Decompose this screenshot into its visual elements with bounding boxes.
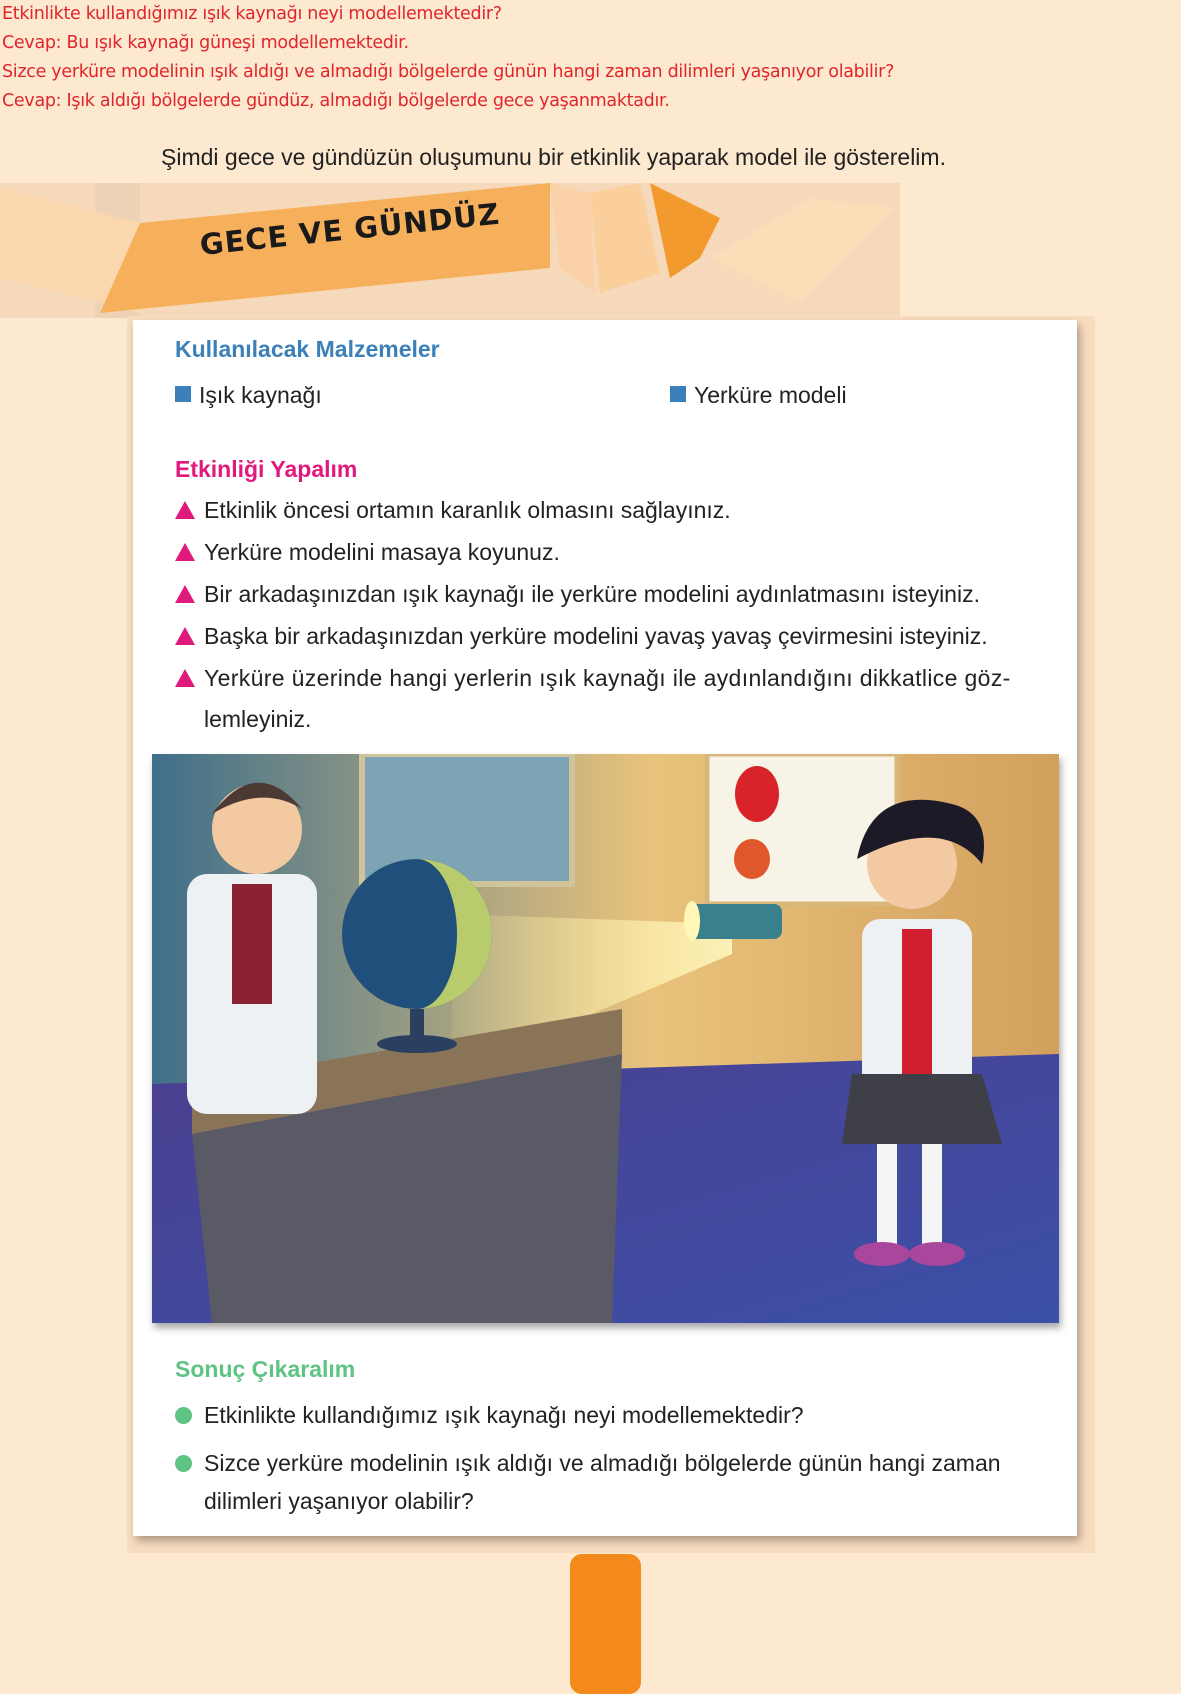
square-bullet-icon	[670, 386, 686, 402]
conclusion-question: Sizce yerküre modelinin ışık aldığı ve almadığı bölgelerde günün hangi zaman	[204, 1450, 1001, 1476]
materials-heading: Kullanılacak Malzemeler	[175, 336, 440, 362]
answer-line: Cevap: Bu ışık kaynağı güneşi modellemektedir.	[2, 33, 409, 53]
classroom-illustration	[152, 754, 1059, 1323]
triangle-bullet-icon	[175, 543, 195, 561]
material-label: Yerküre modeli	[694, 382, 847, 408]
flashlight-icon	[687, 904, 782, 939]
triangle-bullet-icon	[175, 585, 195, 603]
circle-bullet-icon	[175, 1407, 192, 1424]
triangle-bullet-icon	[175, 627, 195, 645]
activity-step: Bir arkadaşınızdan ışık kaynağı ile yerküre modelini aydınlatmasını isteyiniz.	[204, 581, 980, 607]
heart-poster-icon	[735, 766, 779, 822]
answer-line: Etkinlikte kullandığımız ışık kaynağı neyi modellemektedir?	[2, 4, 502, 24]
intro-text: Şimdi gece ve gündüzün oluşumunu bir etkinlik yaparak model ile gösterelim.	[161, 144, 946, 170]
activity-step: Başka bir arkadaşınızdan yerküre modelini yavaş yavaş çevirmesini isteyiniz.	[204, 623, 988, 649]
answer-line: Cevap: Işık aldığı bölgelerde gündüz, almadığı bölgelerde gece yaşanmaktadır.	[2, 91, 670, 111]
activity-heading: Etkinliği Yapalım	[175, 456, 358, 482]
conclusion-heading: Sonuç Çıkaralım	[175, 1356, 356, 1382]
activity-step: Yerküre modelini masaya koyunuz.	[204, 539, 560, 565]
material-item	[175, 382, 322, 409]
conclusion-question: Etkinlikte kullandığımız ışık kaynağı neyi modellemektedir?	[204, 1402, 804, 1428]
banner-title: GECE VE GÜNDÜZ	[198, 196, 502, 262]
triangle-bullet-icon	[175, 669, 195, 687]
conclusion-question: dilimleri yaşanıyor olabilir?	[204, 1488, 474, 1514]
square-bullet-icon	[175, 386, 191, 402]
material-item	[670, 382, 847, 409]
material-label: Işık kaynağı	[199, 382, 322, 408]
activity-step: lemleyiniz.	[204, 706, 312, 732]
activity-card	[133, 320, 1077, 1536]
activity-step: Yerküre üzerinde hangi yerlerin ışık kaynağı ile aydınlandığını dikkatlice göz-	[204, 665, 1011, 691]
circle-bullet-icon	[175, 1455, 192, 1472]
triangle-bullet-icon	[175, 501, 195, 519]
page-tab	[570, 1554, 641, 1694]
answer-line: Sizce yerküre modelinin ışık aldığı ve almadığı bölgelerde günün hangi zaman dilimleri yaşanıyor olabilir?	[2, 62, 895, 82]
activity-step: Etkinlik öncesi ortamın karanlık olmasını sağlayınız.	[204, 497, 731, 523]
